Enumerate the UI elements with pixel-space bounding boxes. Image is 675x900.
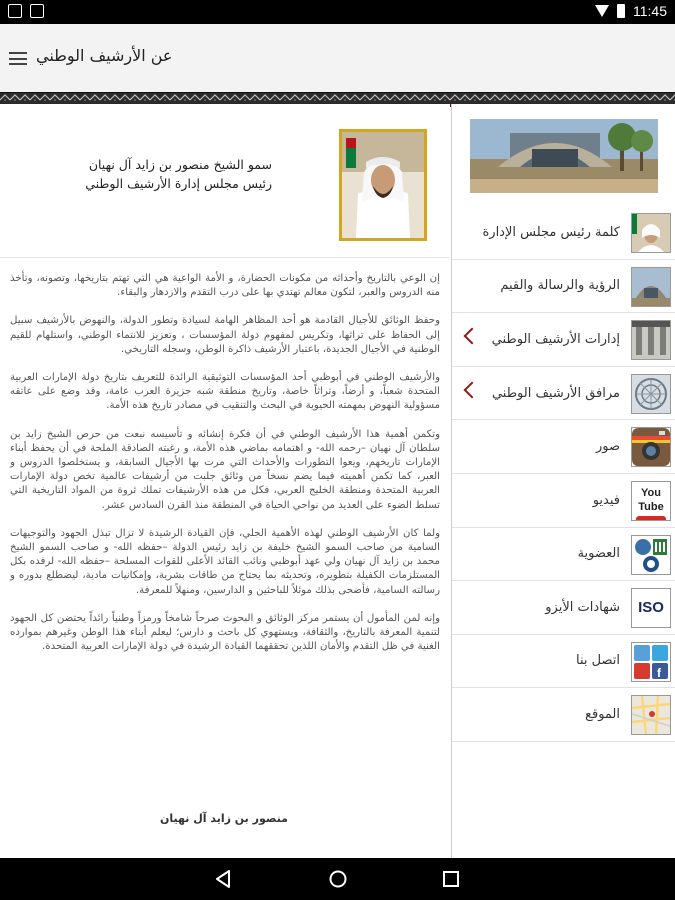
sidebar bbox=[451, 104, 675, 858]
sidebar-item-label: الموقع bbox=[585, 707, 620, 723]
message-paragraph: وإنه لمن المأمول أن يستمر مركز الوثائق و البحوث صرحاً شامخاً ورمزاً وطنياً رائداً يحتضن كل الجهود لتنمية المعرفة بالتاريخ، والثقافة، ويستهوي كل باحث و دارس؛ ليعلم أبناء هذا الوطن وغيرهم بموارده الغنية في ظل التقدم والأمان اللذين تحققهما القيادة الرشيدة في دولة الإمارات العربية المتحدة. bbox=[10, 612, 440, 653]
sidebar-item-label: مرافق الأرشيف الوطني bbox=[491, 385, 620, 401]
navigation-bar bbox=[0, 858, 675, 900]
social-icon bbox=[631, 642, 671, 682]
chairman-title: رئيس مجلس إدارة الأرشيف الوطني bbox=[85, 176, 272, 191]
svg-text:f: f bbox=[657, 665, 661, 680]
sidebar-item-label: شهادات الأيزو bbox=[545, 599, 620, 615]
portrait-icon bbox=[631, 213, 671, 253]
chairman-header-card bbox=[0, 104, 450, 258]
sidebar-item-chairman-word[interactable] bbox=[452, 206, 675, 260]
battery-icon bbox=[617, 4, 625, 18]
sidebar-item-label: صور bbox=[595, 439, 620, 455]
youtube-icon bbox=[631, 481, 671, 521]
home-icon[interactable] bbox=[327, 868, 349, 890]
sidebar-menu bbox=[452, 206, 675, 742]
status-bar bbox=[0, 0, 675, 24]
map-icon bbox=[631, 695, 671, 735]
sidebar-item-label: فيديو bbox=[592, 492, 620, 508]
content-pane bbox=[0, 104, 450, 858]
sidebar-item-label: العضوية bbox=[577, 546, 620, 562]
status-time: 11:45 bbox=[633, 3, 667, 19]
dome-icon bbox=[631, 374, 671, 414]
camera-icon bbox=[631, 427, 671, 467]
message-paragraph: وحفظ الوثائق للأجيال القادمة هو أحد المظاهر الهامة لسيادة وتطور الدولة، والنهوض بالأرشيف سبيل إلى الحفاظ على تراثها، وتكريس لمفهوم دولة المؤسسات ، وتعزيز للانتماء الوطني، واستلهام للقيم الوطنية في الأجيال الجديدة، باعتبار الأرشيف ذاكرة الوطن، وسجله التاريخي. bbox=[10, 315, 440, 355]
wifi-icon bbox=[595, 5, 609, 17]
sidebar-item-departments[interactable] bbox=[452, 313, 675, 367]
message-paragraph: إن الوعي بالتاريخ وأحداثه من مكونات الحضارة، و الأمة الواعية هي التي تهتم بتاريخها، وتصونه، وتأخذ منه الدروس والعبر، لتكون معالم تهتدي بها على درب التقدم والازدهار والبقاء. bbox=[10, 273, 440, 299]
sidebar-item-vision[interactable] bbox=[452, 260, 675, 314]
recents-icon[interactable] bbox=[440, 868, 462, 890]
sidebar-item-membership[interactable] bbox=[452, 528, 675, 582]
sidebar-item-contact[interactable] bbox=[452, 635, 675, 689]
iso-logo-text: ISO bbox=[638, 599, 664, 617]
sidebar-item-facilities[interactable] bbox=[452, 367, 675, 421]
sidebar-item-label: اتصل بنا bbox=[576, 653, 620, 669]
building-icon bbox=[631, 267, 671, 307]
signature: منصور بن زايد آل نهيان bbox=[159, 812, 288, 825]
message-paragraph: ولما كان الأرشيف الوطني لهذه الأهمية الجلي، فإن القيادة الرشيدة لا تزال تبذل الجهود والتوجيهات السامية من صاحب السمو الشيخ خليفة بن زايد رئيس الدولة –حفظه الله- و صاحب السمو الشيخ محمد بن زايد آل نهيان ولي عهد أبوظبي ونائب القائد الأعلى للقوات المسلحة –حفظه الله- لرفده بكل المستلزمات الكفيلة بتطويره، وتحديثه بما يحتاج من طاقات بشرية، وإمكانيات مادية، ليضطلع بدوره و رسالته السامية، فأضحى بذلك موئلاً للباحثين و الدارسين، ومنهلاً للمعرفة. bbox=[10, 527, 440, 596]
archive-building-banner bbox=[470, 119, 658, 193]
sidebar-item-photos[interactable] bbox=[452, 420, 675, 474]
iso-icon bbox=[631, 588, 671, 628]
sidebar-item-video[interactable] bbox=[452, 474, 675, 528]
menu-icon[interactable] bbox=[9, 52, 27, 65]
message-body bbox=[10, 272, 440, 668]
chairman-name: سمو الشيخ منصور بن زايد آل نهيان bbox=[88, 157, 272, 172]
membership-icon bbox=[631, 535, 671, 575]
youtube-logo-text: You Tube bbox=[638, 486, 664, 513]
message-paragraph: وتكمن أهمية هذا الأرشيف الوطني في أن فكرة إنشائه و تأسيسه نبعت من حرص الشيخ زايد بن سلطان آل نهيان –رحمه الله- و اهتمامه بماضي هذه الأمة، و رغبته الصادقة الملحة في أن يحفظ أبناء الإمارات تاريخهم، ويعوا التطورات والأحداث التي مرت بها الأجيال السابقة، و يستخلصوا الدروس و العبر، كما تكمن أهميته فيما يضم نسخاً من وثائق جلبت من أرشيفات عالمية تخص دولة الإمارات العربية المتحدة ومنطقة الخليج العربي، فكل من هذه الأرشيفات تملك ثروة من المواد التاريخية التي تسلط الضوء على العديد من نواحي الحياة في المنطقة منذ القرن السادس عشر. bbox=[10, 428, 440, 511]
sidebar-item-location[interactable] bbox=[452, 688, 675, 742]
app-bar bbox=[0, 24, 675, 93]
sidebar-item-label: الرؤية والرسالة والقيم bbox=[500, 278, 620, 294]
gallery-notification-icon bbox=[30, 4, 44, 18]
sidebar-item-iso[interactable] bbox=[452, 581, 675, 635]
page-title: عن الأرشيف الوطني bbox=[36, 46, 173, 65]
back-icon[interactable] bbox=[212, 868, 234, 890]
notification-icon bbox=[8, 4, 22, 18]
chairman-portrait bbox=[339, 129, 427, 241]
message-paragraph: والأرشيف الوطني في أبوظبي أحد المؤسسات التوثيقية الرائدة للتعريف بتاريخ دولة الإمارات العربية المتحدة شعباً، و أرضاً، وتراثاً خاصة، وتاريخ منطقة شبه جزيرة العرب عامة، وقد وضع على عاتقه مسؤولية النهوض بمهمته الحيوية في البحث والتنقيب في مصادر تاريخ هذه الأمة. bbox=[10, 372, 440, 412]
sidebar-item-label: إدارات الأرشيف الوطني bbox=[491, 331, 620, 347]
sidebar-item-label: كلمة رئيس مجلس الإدارة bbox=[482, 224, 620, 240]
hall-icon bbox=[631, 320, 671, 360]
